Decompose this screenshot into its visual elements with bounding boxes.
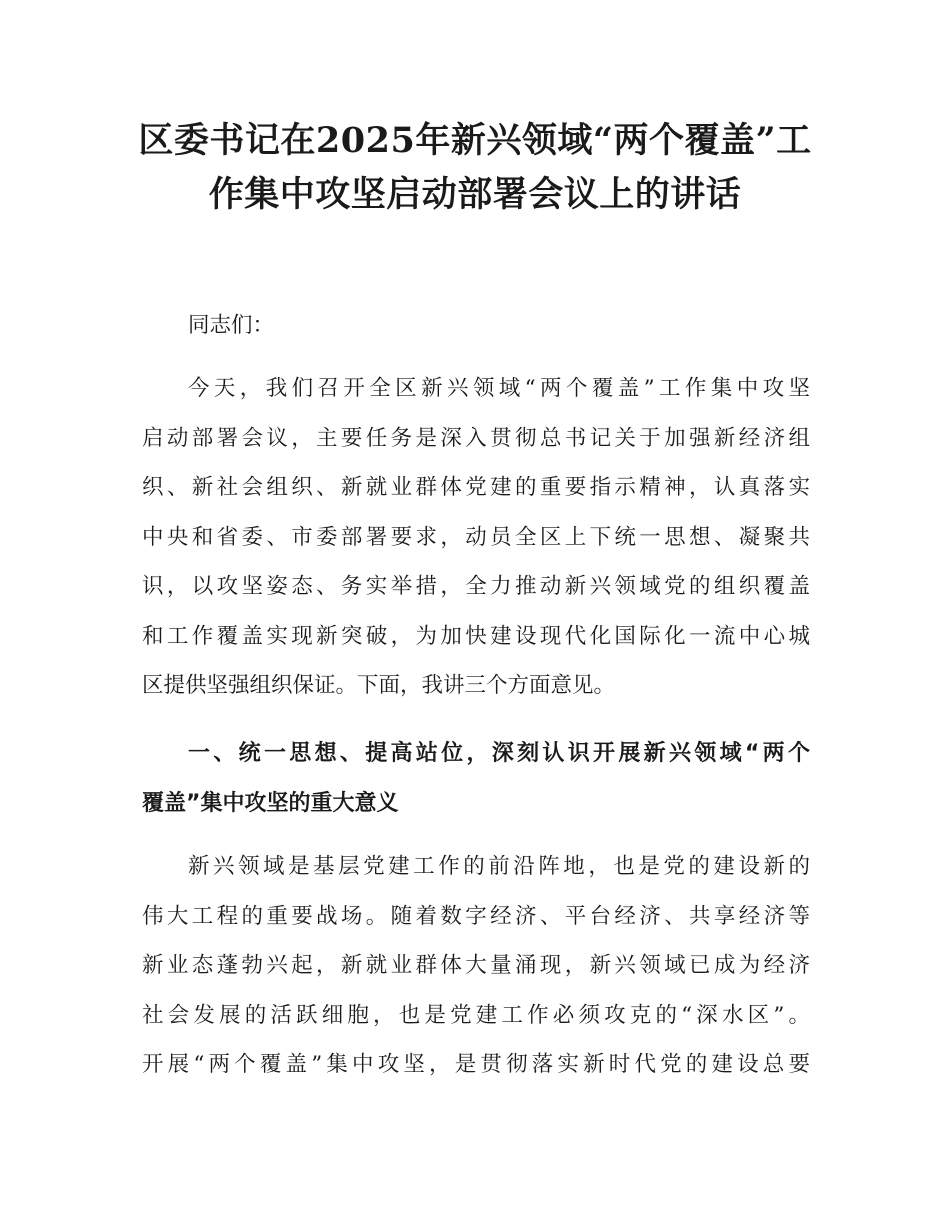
intro-paragraph bbox=[142, 364, 810, 711]
paragraph-line: 启动部署会议，主要任务是深入贯彻总书记关于加强新经济组 bbox=[142, 425, 810, 451]
greeting bbox=[142, 301, 810, 351]
paragraph-line: 伟大工程的重要战场。随着数字经济、平台经济、共享经济等 bbox=[142, 903, 810, 929]
paragraph-line: 新业态蓬勃兴起，新就业群体大量涌现，新兴领域已成为经济 bbox=[142, 953, 810, 978]
document-title bbox=[120, 114, 830, 222]
heading-line: 覆盖”集中攻坚的重大意义 bbox=[142, 790, 399, 816]
title-line: 区委书记在2025年新兴领域“两个覆盖”工 bbox=[138, 120, 812, 161]
paragraph-line: 和工作覆盖实现新突破，为加快建设现代化国际化一流中心城 bbox=[142, 623, 810, 649]
title-line: 作集中攻坚启动部署会议上的讲话 bbox=[208, 174, 742, 215]
paragraph-line: 新兴领域是基层党建工作的前沿阵地，也是党的建设新的 bbox=[188, 854, 810, 879]
paragraph-line: 区提供坚强组织保证。下面，我讲三个方面意见。 bbox=[142, 673, 616, 698]
paragraph-line: 开展“两个覆盖”集中攻坚，是贯彻落实新时代党的建设总要 bbox=[142, 1052, 810, 1077]
paragraph-line: 中央和省委、市委部署要求，动员全区上下统一思想、凝聚共 bbox=[142, 524, 810, 550]
section-heading bbox=[142, 729, 810, 828]
paragraph-line: 社会发展的活跃细胞，也是党建工作必须攻克的“深水区”。 bbox=[142, 1002, 810, 1028]
heading-line: 一、统一思想、提高站位，深刻认识开展新兴领域“两个 bbox=[188, 741, 810, 766]
section-paragraph bbox=[142, 842, 810, 1090]
paragraph-line: 今天，我们召开全区新兴领域“两个覆盖”工作集中攻坚 bbox=[188, 376, 810, 401]
greeting-text: 同志们： bbox=[188, 313, 275, 338]
paragraph-line: 识，以攻坚姿态、务实举措，全力推动新兴领域党的组织覆盖 bbox=[142, 574, 810, 599]
paragraph-line: 织、新社会组织、新就业群体党建的重要指示精神，认真落实 bbox=[142, 475, 810, 500]
